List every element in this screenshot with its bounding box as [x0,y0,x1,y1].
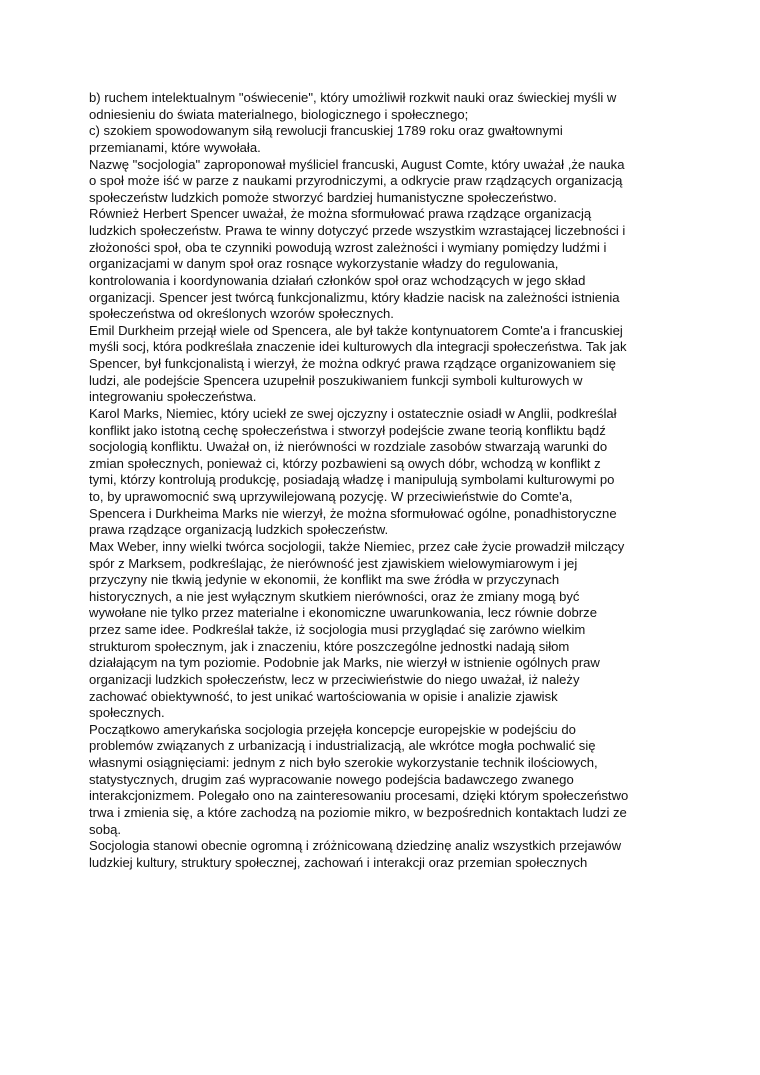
text-line: myśli socj, która podkreślała znaczenie idei kulturowych dla integracji społeczeństwa. Tak jak [89,339,627,355]
text-line: wywołane nie tylko przez materialne i ekonomiczne uwarunkowania, lecz równie dobrze [89,605,597,621]
text-line: to, by uprawomocnić swą uprzywilejowaną pozycję. W przeciwieństwie do Comte'a, [89,489,573,504]
text-line: organizacjami w danym społ oraz rosnące wykorzystanie władzy do regulowania, [89,256,559,272]
text-line: Socjologia stanowi obecnie ogromną i zróżnicowaną dziedzinę analiz wszystkich przejawów [89,838,622,854]
text-line: działającym na tym poziomie. Podobnie jak Marks, nie wierzył w istnienie ogólnych praw [89,655,600,671]
text-line: przemianami, które wywołała. [89,139,261,155]
text-line: społecznych. [89,705,165,721]
text-line: tymi, którzy kontrolują produkcję, posiadają władzę i manipulują symbolami kulturowymi po [89,472,615,488]
text-line: sobą. [89,821,122,837]
text-line: Nazwę "socjologia" zaproponował myśliciel francuski, August Comte, który uważał ,że nauka [89,156,625,172]
text-line: prawa rządzące organizacją ludzkich społeczeństw. [89,522,389,538]
document-body [89,90,679,871]
text-line: Max Weber, inny wielki twórca socjologii, także Niemiec, przez całe życie prowadził milczący [89,538,625,554]
text-line: o społ może iść w parze z naukami przyrodniczymi, a odkrycie praw rządzących organizacją [89,173,623,189]
text-line: Początkowo amerykańska socjologia przejęła koncepcje europejskie w podejściu do [89,721,576,737]
text-line: Spencera i Durkheima Marks nie wierzył, że można sformułować ogólne, ponadhistoryczne [89,505,617,521]
text-line: historycznych, a nie jest wyłącznym skutkiem nierówności, oraz że zmiany mogą być [89,588,580,604]
text-line: Spencer, był funkcjonalistą i wierzył, że można odkryć prawa rządzące organizowaniem się [89,356,616,371]
text-line: przyczyny nie tkwią jedynie w ekonomii, że konflikt ma swe źródła w przyczynach [89,572,560,588]
text-line: własnymi osiągnięciami: jednym z nich było szerokie wykorzystanie technik ilościowych, [89,755,598,770]
text-line: c) szokiem spowodowanym siłą rewolucji francuskiej 1789 roku oraz gwałtownymi [89,123,563,139]
text-line: kontrolowania i koordynowania działań członków społ oraz wchodzących w jego skład [89,272,586,288]
text-line: statystycznych, drugim zaś wypracowanie nowego podejścia badawczego zwanego [89,771,574,787]
text-line: konflikt jako istotną cechę społeczeństwa i stworzył podejście zwane teorią konfliktu bądź [89,422,606,438]
text-line: Również Herbert Spencer uważał, że można sformułować prawa rządzące organizacją [89,206,592,222]
text-line: Karol Marks, Niemiec, który uciekł ze swej ojczyzny i ostatecznie osiadł w Anglii, podkreślał [89,405,617,421]
text-line: ludzi, ale podejście Spencera uzupełnił poszukiwaniem funkcji symboli kulturowych w [89,372,583,388]
text-line: organizacji. Spencer jest twórcą funkcjonalizmu, który kładzie nacisk na zależności istnienia [89,289,620,305]
text-line: strukturom społecznym, jak i znaczeniu, które poszczególne jednostki nadają siłom [89,638,570,654]
text-line: interakcjonizmem. Polegało ono na zainteresowaniu procesami, dzięki którym społeczeństwo [89,788,629,804]
text-line: społeczeństwa od określonych wzorów społecznych. [89,306,394,322]
text-line: organizacji ludzkich społeczeństw, lecz w przeciwieństwie do niego uważał, iż należy [89,671,580,687]
text-line: zmian społecznych, ponieważ ci, którzy pozbawieni są owych dóbr, wchodzą w konflikt z [89,455,601,471]
text-line: odniesieniu do świata materialnego, biologicznego i społecznego; [89,106,469,122]
text-line: b) ruchem intelektualnym "oświecenie", który umożliwił rozkwit nauki oraz świeckiej myśli w [89,90,617,105]
text-line: społeczeństw ludzkich pomoże stworzyć bardziej humanistyczne społeczeństwo. [89,189,557,205]
text-line: trwa i zmienia się, a które zachodzą na poziomie mikro, w bezpośrednich kontaktach ludzi ze [89,804,627,820]
text-line: integrowaniu społeczeństwa. [89,389,257,405]
text-line: Emil Durkheim przejął wiele od Spencera, ale był także kontynuatorem Comte'a i francuskiej [89,322,623,338]
text-line: ludzkich społeczeństw. Prawa te winny dotyczyć przede wszystkim wzrastającej liczebności i [89,223,626,238]
text-line: zachować obiektywność, to jest unikać wartościowania w opisie i analizie zjawisk [89,688,558,704]
text-line: złożoności społ, oba te czynniki powodują wzrost zależności i wymiany pomiędzy ludźmi i [89,239,607,255]
text-line: ludzkiej kultury, struktury społecznej, zachowań i interakcji oraz przemian społecznych [89,854,588,870]
text-line: spór z Marksem, podkreślając, że nierówność jest zjawiskiem wielowymiarowym i jej [89,555,578,571]
text-line: problemów związanych z urbanizacją i industrializacją, ale wkrótce mogła pochwalić się [89,738,596,754]
text-line: socjologią konfliktu. Uważał on, iż nierówności w rozdziale zasobów stwarzają warunki do [89,439,608,455]
text-line: przez same idee. Podkreślał także, iż socjologia musi przyglądać się zarówno wielkim [89,622,586,637]
